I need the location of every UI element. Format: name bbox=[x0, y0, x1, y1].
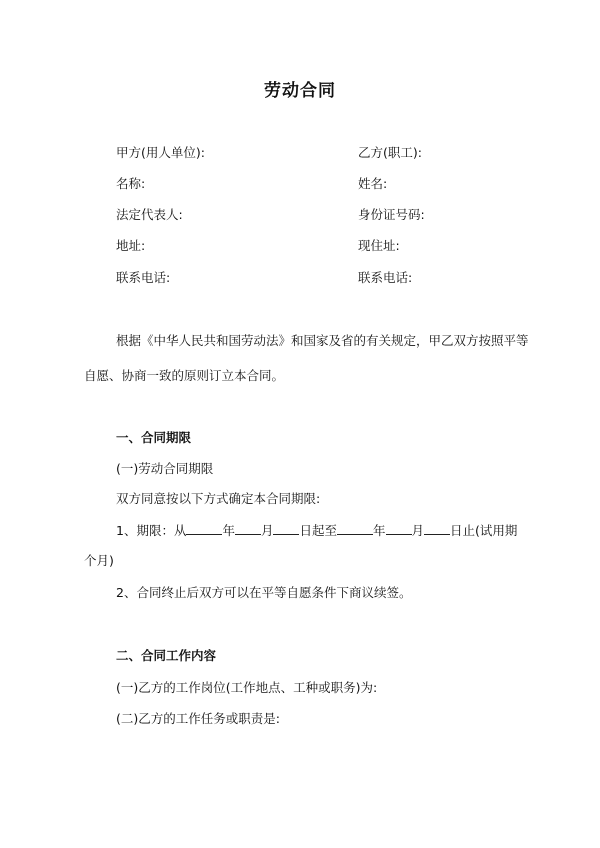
party-b-heading: 乙方(职工): bbox=[358, 145, 422, 160]
party-a-name: 名称: bbox=[116, 176, 146, 191]
blank-start-year bbox=[186, 522, 222, 535]
blank-start-month bbox=[235, 522, 261, 535]
term-line bbox=[116, 522, 517, 539]
party-a-address: 地址: bbox=[116, 238, 146, 253]
term-year2-label: 年 bbox=[373, 523, 386, 538]
section1-desc: 双方同意按以下方式确定本合同期限: bbox=[116, 491, 321, 506]
term-line-cont: 个月) bbox=[84, 553, 114, 568]
term-month2-label: 月 bbox=[411, 523, 425, 538]
term-to-label: 日止(试用期 bbox=[450, 523, 518, 538]
party-b-phone: 联系电话: bbox=[358, 270, 413, 285]
term-month-label: 月 bbox=[260, 523, 274, 538]
party-b-address: 现住址: bbox=[358, 238, 400, 253]
party-a-legal-rep: 法定代表人: bbox=[116, 207, 183, 222]
blank-end-year bbox=[337, 522, 373, 535]
document-title: 劳动合同 bbox=[264, 81, 336, 101]
term-from-label: 日起至 bbox=[299, 523, 337, 538]
party-b-id-number: 身份证号码: bbox=[358, 207, 425, 222]
intro-line-2: 自愿、协商一致的原则订立本合同。 bbox=[84, 368, 285, 383]
section1-sub1: (一)劳动合同期限 bbox=[116, 461, 214, 476]
blank-end-day bbox=[424, 522, 450, 535]
section2-item2: (二)乙方的工作任务或职责是: bbox=[116, 711, 280, 726]
section2-item1: (一)乙方的工作岗位(工作地点、工种或职务)为: bbox=[116, 680, 378, 695]
renew-clause: 2、合同终止后双方可以在平等自愿条件下商议续签。 bbox=[116, 585, 412, 600]
party-a-phone: 联系电话: bbox=[116, 270, 171, 285]
blank-start-day bbox=[273, 522, 299, 535]
party-b-name: 姓名: bbox=[358, 176, 388, 191]
section1-heading: 一、合同期限 bbox=[116, 430, 192, 445]
section2-heading: 二、合同工作内容 bbox=[116, 648, 217, 663]
term-year-label: 年 bbox=[222, 523, 235, 538]
intro-line-1: 根据《中华人民共和国劳动法》和国家及省的有关规定，甲乙双方按照平等 bbox=[116, 333, 529, 348]
term-prefix: 1、期限：从 bbox=[116, 523, 187, 538]
party-a-heading: 甲方(用人单位): bbox=[116, 145, 205, 160]
blank-end-month bbox=[386, 522, 412, 535]
